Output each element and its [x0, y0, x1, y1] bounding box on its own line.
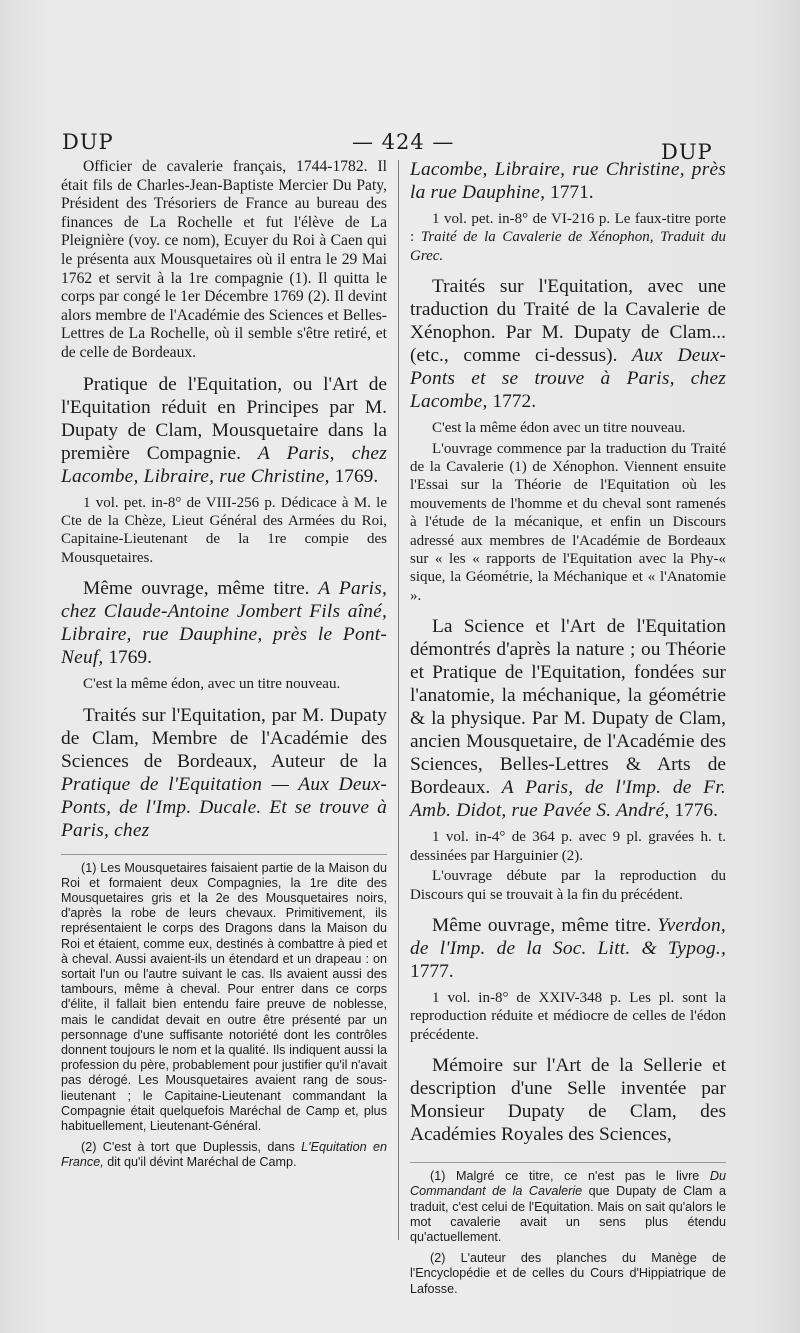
entry-year: 1772.: [492, 391, 537, 413]
entry-description: L'ouvrage commence par la traduction du Traité de la Cavalerie (1) de Xénophon. Viennent ensuite l'Essai sur la Théorie de l'Equitation où les mouvements de l'homme et du cheval sont ramenés à l'étude de la mécanique, et enfin un Discours adressé aux membres de l'Académie de Bordeaux sur « les « rapports de l'Equitation avec la Phy-« sique, la Géométrie, la Méchanique et « l'Anatomie ».: [410, 440, 726, 604]
footnote: [61, 1140, 387, 1170]
footnotes: [61, 854, 387, 1171]
column-divider: [398, 160, 399, 1240]
entry-year: 1769.: [334, 465, 379, 487]
entry-continuation: [410, 158, 726, 204]
left-column: [61, 158, 387, 1171]
entry-publisher: A Paris, de l'Imp. de Fr. Amb. Didot, rue Pavée S. André,: [410, 777, 726, 822]
entry-publisher: Aux Deux-Ponts et se trouve à Paris, chez Lacombe,: [410, 345, 726, 413]
entry-description: L'ouvrage débute par la reproduction du Discours qui se trouvait à la fin du précédent.: [410, 868, 726, 903]
entry-description: 1 vol. pet. in-8° de VIII-256 p. Dédicace à M. le Cte de la Chèze, Lieut Général des Armées du Roi, Capitaine-Lieutenant de la 1re compie des Mousquetaires.: [61, 494, 387, 566]
running-head-left: DUP: [62, 130, 114, 154]
entry-publisher: Yverdon, de l'Imp. de la Soc. Litt. & Typog.,: [410, 914, 726, 959]
entry-title: Mémoire sur l'Art de la Sellerie et description d'une Selle inventée par Monsieur Dupaty de Clam, des Académies Royales des Sciences,: [410, 1055, 726, 1146]
entry-title-text: Même ouvrage, même titre.: [83, 578, 310, 600]
entry-title: [61, 373, 387, 488]
entry-description: [410, 210, 726, 265]
entry-title: [410, 914, 726, 983]
entry-publisher: Lacombe, Libraire, rue Christine, près la rue Dauphine,: [410, 159, 726, 203]
footnote-text: que Dupaty de Clam a traduit, c'est celui de l'Equitation. Mais on sait qu'alors le mot cavalerie avait un sens plus étendu qu'actuellement.: [410, 1184, 727, 1244]
entry-title-text: Traités sur l'Equitation, avec une traduction du Traité de la Cavalerie de Xénophon. Par M. Dupaty de Clam... (etc., comme ci-dessus).: [410, 276, 726, 367]
entry-title-text: Pratique de l'Equitation, ou l'Art de l'Equitation réduit en Principes par M. Dupaty de Clam, Mousquetaire dans la première Compagnie.: [61, 373, 387, 464]
entry-description: C'est la même édon, avec un titre nouveau.: [83, 676, 341, 693]
entry-title-text: La Science et l'Art de l'Equitation démontrés d'après la nature ; ou Théorie et Pratique de l'Equitation, fondées sur l'anatomie, la méchanique, la géométrie & la physique. Par M. Dupaty de Clam, ancien Mousquetaire, de l'Académie des Sciences, Belles-Lettres & Arts de Bordeaux.: [410, 616, 726, 799]
entry-description: 1 vol. in-8° de XXIV-348 p. Les pl. sont la reproduction réduite et médiocre de celles de l'édon précédente.: [410, 989, 726, 1043]
entry-title: [61, 577, 387, 669]
running-head-right: DUP: [661, 140, 713, 164]
entry-title-text: Même ouvrage, même titre.: [432, 914, 652, 936]
entry-title: [410, 615, 726, 822]
entry-title-text: Traités sur l'Equitation, par M. Dupaty de Clam, Membre de l'Académie des Sciences de Bordeaux, Auteur de la: [61, 704, 387, 772]
footnote-text: (1) Malgré ce titre, ce n'est pas le livre: [430, 1169, 700, 1184]
footnote-text: (2) C'est à tort que Duplessis, dans: [81, 1140, 295, 1155]
footnote: [410, 1169, 726, 1245]
footnote-italic: Du Commandant de la Cavalerie: [410, 1169, 727, 1199]
right-column: [410, 158, 726, 1297]
footnote-italic: L'Equitation en France,: [61, 1140, 387, 1170]
footnote: (1) Les Mousquetaires faisaient partie de la Maison du Roi et formaient deux Compagnies, la 1re dite des Mousquetaires gris et la 2e des Mousquetaires noirs, d'après la robe de leurs chevaux. Primitivement, ils représentaient le corps des Dragons dans la Maison du Roi et étaient, comme eux, destinés à combattre à pied et à cheval. Aussi avaient-ils un étendard et un drapeau : on sortait l'un ou l'autre suivant le cas. Ils avaient aussi des tambours, même à cheval. Pour entrer dans ce corps d'élite, il fallait bien entendu faire preuve de noblesse, mais le candidat devait en outre être présenté par un personnage d'une suffisante notoriété dont les contrôles donnent toujours le nom et la qualité. Ils indiquent aussi la profession du père, probablement pour justifier qu'il n'avait pas dérogé. Les Mousquetaires avaient rang de sous-lieutenant ; le Capitaine-Lieutenant commandant la Compagnie était quelquefois Maréchal de Camp et, plus habituellement, Lieutenant-Général.: [61, 860, 387, 1134]
entry-description: 1 vol. in-4° de 364 p. avec 9 pl. gravées h. t. dessinées par Harguinier (2).: [410, 829, 726, 864]
footnote: (2) L'auteur des planches du Manège de l'Encyclopédie et de celles du Cours d'Hippiatrique de Lafosse.: [410, 1251, 726, 1296]
entry-description-italic: Traité de la Cavalerie de Xénophon, Traduit du Grec.: [410, 229, 726, 264]
entry-year: 1771.: [550, 182, 594, 203]
page-number: — 424 —: [352, 130, 455, 154]
entry-year: 1777.: [410, 960, 454, 982]
entry-description: C'est la même édon avec un titre nouveau.: [432, 420, 686, 437]
entry-title-italic: Pratique de l'Equitation — Aux Deux-Ponts, de l'Imp. Ducale. Et se trouve à Paris, chez: [61, 773, 387, 841]
footnotes: [410, 1162, 726, 1297]
entry-year: 1769.: [108, 647, 152, 669]
entry-publisher: A Paris, chez Claude-Antoine Jombert Fils aîné, Libraire, rue Dauphine, près le Pont-Neuf,: [61, 578, 387, 669]
entry-description-text: 1 vol. pet. in-8° de VI-216 p. Le faux-titre porte :: [410, 211, 726, 246]
footnote-text: dit qu'il dévint Maréchal de Camp.: [107, 1155, 297, 1170]
entry-title: [61, 704, 387, 842]
entry-publisher: A Paris, chez Lacombe, Libraire, rue Christine,: [61, 442, 387, 487]
author-biography: Officier de cavalerie français, 1744-1782. Il était fils de Charles-Jean-Baptiste Mercier Du Paty, Président des Trésoriers de France au bureau des finances de La Rochelle et fut l'élève de La Pleignière (voy. ce nom), Ecuyer du Roi à Caen qui le présenta aux Mousquetaires où il entra le 29 Mai 1762 et servit à la 1re compagnie (1). Il quitta le corps par congé le 1er Décembre 1769 (2). Il devint alors membre de l'Académie des Sciences et Belles-Lettres de La Rochelle, où il semble s'être retiré, et de celle de Bordeaux.: [61, 158, 387, 361]
entry-title: [410, 275, 726, 413]
entry-year: 1776.: [674, 800, 718, 822]
